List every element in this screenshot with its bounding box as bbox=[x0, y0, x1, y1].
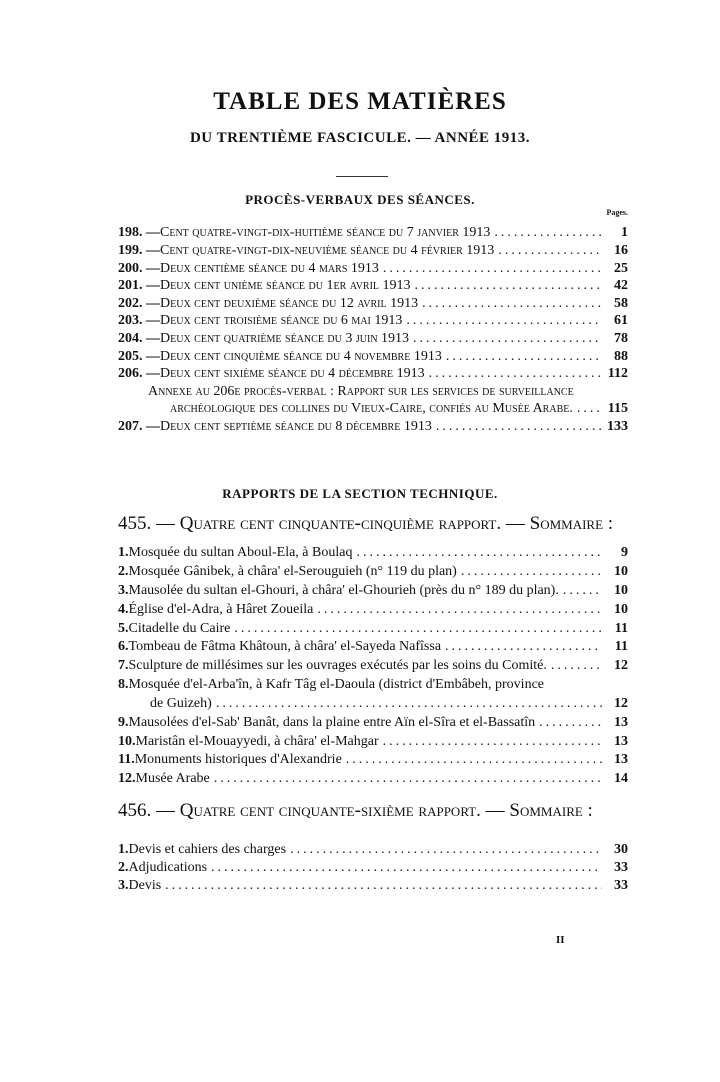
page-title: TABLE DES MATIÈRES bbox=[213, 88, 507, 115]
entry-number: 2. bbox=[118, 564, 129, 579]
entry-number: 205. — bbox=[118, 349, 160, 364]
entry-number: 2. bbox=[118, 860, 129, 875]
pages-column-label: Pages. bbox=[606, 208, 628, 217]
entry-number: 5. bbox=[118, 621, 129, 636]
entry-page: 12 bbox=[614, 658, 628, 673]
entry-page: 13 bbox=[614, 734, 628, 749]
report-title: Quatre cent cinquante-cinquième rapport. — Sommaire : bbox=[179, 513, 614, 534]
entry-title: Sculpture de millésimes sur les ouvrages exécutés par les soins du Comité. bbox=[128, 658, 547, 673]
dot-leader bbox=[413, 330, 602, 348]
entry-title: Deux cent septième séance du 8 décembre 1913 bbox=[160, 419, 432, 434]
toc-entry bbox=[118, 348, 628, 366]
divider bbox=[336, 176, 388, 177]
entry-page: 12 bbox=[614, 696, 628, 711]
dot-leader bbox=[383, 260, 602, 278]
entry-title: Adjudications bbox=[128, 860, 208, 875]
entry-page: 115 bbox=[607, 401, 628, 416]
entry-title: Mosquée du sultan Aboul-Ela, à Boulaq bbox=[128, 545, 353, 560]
report-number: 456. — bbox=[118, 800, 180, 821]
toc-entry bbox=[118, 770, 628, 788]
dot-leader bbox=[494, 224, 602, 242]
entry-number: 198. — bbox=[118, 225, 160, 240]
entry-page: 30 bbox=[614, 842, 628, 857]
dot-leader bbox=[317, 601, 602, 619]
entry-title: Annexe au 206e procès-verbal : Rapport sur les services de surveillance bbox=[148, 384, 574, 399]
toc-entry bbox=[118, 841, 628, 859]
section-heading-rapports: RAPPORTS DE LA SECTION TECHNIQUE. bbox=[222, 486, 498, 501]
entry-title: Tombeau de Fâtma Khâtoun, à châra' el-Sayeda Nafîssa bbox=[128, 639, 442, 654]
entry-number: 199. — bbox=[118, 243, 160, 258]
dot-leader bbox=[406, 312, 602, 330]
toc-entry bbox=[118, 544, 628, 562]
toc-entry bbox=[118, 601, 628, 619]
entry-page: 112 bbox=[607, 366, 628, 381]
dot-leader bbox=[214, 770, 602, 788]
entry-page: 58 bbox=[614, 296, 628, 311]
toc-entry bbox=[118, 657, 628, 675]
toc-entry bbox=[118, 859, 628, 877]
toc-entry bbox=[118, 260, 628, 278]
entry-title: Deux cent quatrième séance du 3 juin 1913 bbox=[160, 331, 410, 346]
dot-leader bbox=[563, 582, 602, 600]
entry-number: 201. — bbox=[118, 278, 160, 293]
entry-number: 4. bbox=[118, 602, 129, 617]
toc-entry bbox=[118, 751, 628, 769]
entry-title: Maristân el-Mouayyedi, à châra' el-Mahgar bbox=[135, 734, 379, 749]
report-heading-456 bbox=[118, 800, 593, 822]
entry-page: 10 bbox=[614, 564, 628, 579]
entry-page: 10 bbox=[614, 602, 628, 617]
entry-number: 6. bbox=[118, 639, 129, 654]
toc-entry bbox=[150, 695, 628, 713]
entry-number: 206. — bbox=[118, 366, 160, 381]
entry-page: 42 bbox=[614, 278, 628, 293]
dot-leader bbox=[539, 714, 602, 732]
dot-leader bbox=[429, 365, 602, 383]
section-heading-proces-verbaux: PROCÈS-VERBAUX DES SÉANCES. bbox=[245, 192, 475, 207]
entry-number: 3. bbox=[118, 583, 129, 598]
entry-title: Devis bbox=[128, 878, 162, 893]
entry-title: Devis et cahiers des charges bbox=[128, 842, 287, 857]
entry-page: 13 bbox=[614, 752, 628, 767]
entry-title: Mosquée d'el-Arba'în, à Kafr Tâg el-Daoula (district d'Embâbeh, province bbox=[128, 677, 544, 692]
entry-page: 33 bbox=[614, 860, 628, 875]
toc-entry bbox=[118, 676, 628, 694]
toc-entry bbox=[118, 277, 628, 295]
dot-leader bbox=[211, 859, 602, 877]
entry-number: 7. bbox=[118, 658, 129, 673]
entry-title: Deux cent troisième séance du 6 mai 1913 bbox=[160, 313, 403, 328]
entry-page: 1 bbox=[621, 225, 628, 240]
dot-leader bbox=[551, 657, 602, 675]
entry-number: 1. bbox=[118, 545, 129, 560]
entry-title: Monuments historiques d'Alexandrie bbox=[134, 752, 342, 767]
entry-number: 1. bbox=[118, 842, 129, 857]
toc-entry bbox=[118, 295, 628, 313]
entry-title: de Guizeh) bbox=[150, 696, 212, 711]
dot-leader bbox=[415, 277, 602, 295]
report-number: 455. — bbox=[118, 513, 180, 534]
entry-page: 61 bbox=[614, 313, 628, 328]
entry-number: 204. — bbox=[118, 331, 160, 346]
entry-page: 33 bbox=[614, 878, 628, 893]
entry-number: 203. — bbox=[118, 313, 160, 328]
dot-leader bbox=[577, 400, 602, 418]
dot-leader bbox=[422, 295, 602, 313]
entry-title: Citadelle du Caire bbox=[128, 621, 231, 636]
entry-number: 9. bbox=[118, 715, 129, 730]
entry-title: Musée Arabe bbox=[135, 771, 210, 786]
entry-title: Cent quatre-vingt-dix-huitième séance du 7 janvier 1913 bbox=[160, 225, 491, 240]
entry-title: Deux cent cinquième séance du 4 novembre 1913 bbox=[160, 349, 442, 364]
entry-title: Mausolées d'el-Sab' Banât, dans la plaine entre Aïn el-Sîra et el-Bassatîn bbox=[128, 715, 536, 730]
entry-number: 12. bbox=[118, 771, 136, 786]
entry-page: 25 bbox=[614, 261, 628, 276]
entry-number: 200. — bbox=[118, 261, 160, 276]
toc-entry bbox=[118, 330, 628, 348]
entry-number: 202. — bbox=[118, 296, 160, 311]
toc-entry bbox=[118, 877, 628, 895]
dot-leader bbox=[165, 877, 602, 895]
entry-title: Deux cent deuxième séance du 12 avril 1913 bbox=[160, 296, 419, 311]
dot-leader bbox=[436, 418, 602, 436]
entry-number: 3. bbox=[118, 878, 129, 893]
entry-number: 207. — bbox=[118, 419, 160, 434]
entry-title: Mosquée Gânibek, à châra' el-Serouguieh (n° 119 du plan) bbox=[128, 564, 457, 579]
entry-number: 10. bbox=[118, 734, 136, 749]
entry-title: archéologique des collines du Vieux-Caire, confiés au Musée Arabe. bbox=[170, 401, 573, 416]
entry-page: 9 bbox=[621, 545, 628, 560]
page-subtitle: DU TRENTIÈME FASCICULE. — ANNÉE 1913. bbox=[189, 130, 531, 146]
entry-title: Deux cent sixième séance du 4 décembre 1913 bbox=[160, 366, 425, 381]
toc-entry bbox=[170, 400, 628, 418]
dot-leader bbox=[446, 348, 602, 366]
toc-entry bbox=[118, 312, 628, 330]
entry-title: Cent quatre-vingt-dix-neuvième séance du 4 février 1913 bbox=[160, 243, 495, 258]
entry-page: 78 bbox=[614, 331, 628, 346]
entry-page: 88 bbox=[614, 349, 628, 364]
entry-number: 8. bbox=[118, 677, 129, 692]
dot-leader bbox=[346, 751, 602, 769]
toc-entry bbox=[118, 714, 628, 732]
toc-entry bbox=[118, 365, 628, 383]
entry-page: 16 bbox=[614, 243, 628, 258]
entry-page: 11 bbox=[614, 639, 628, 654]
report-heading-455 bbox=[118, 513, 613, 535]
entry-title: Deux cent unième séance du 1er avril 1913 bbox=[160, 278, 411, 293]
dot-leader bbox=[498, 242, 602, 260]
toc-entry bbox=[118, 638, 628, 656]
entry-page: 10 bbox=[614, 583, 628, 598]
dot-leader bbox=[445, 638, 602, 656]
entry-title: Deux centième séance du 4 mars 1913 bbox=[160, 261, 379, 276]
toc-entry bbox=[118, 242, 628, 260]
toc-entry bbox=[118, 224, 628, 242]
toc-entry bbox=[118, 563, 628, 581]
toc-entry bbox=[148, 383, 628, 401]
entry-page: 13 bbox=[614, 715, 628, 730]
entry-page: 11 bbox=[614, 621, 628, 636]
dot-leader bbox=[356, 544, 602, 562]
toc-entry bbox=[118, 582, 628, 600]
entry-number: 11. bbox=[118, 752, 135, 767]
toc-entry bbox=[118, 620, 628, 638]
entry-title: Église d'el-Adra, à Hâret Zoueila bbox=[128, 602, 314, 617]
toc-entry bbox=[118, 733, 628, 751]
dot-leader bbox=[290, 841, 602, 859]
dot-leader bbox=[234, 620, 602, 638]
dot-leader bbox=[216, 695, 602, 713]
toc-entry bbox=[118, 418, 628, 436]
dot-leader bbox=[461, 563, 602, 581]
entry-page: 133 bbox=[607, 419, 628, 434]
dot-leader bbox=[383, 733, 602, 751]
entry-page: 14 bbox=[614, 771, 628, 786]
page-signature: II bbox=[556, 934, 565, 946]
entry-title: Mausolée du sultan el-Ghouri, à châra' el-Ghourieh (près du n° 189 du plan). bbox=[128, 583, 559, 598]
report-title: Quatre cent cinquante-sixième rapport. — Sommaire : bbox=[179, 800, 593, 821]
